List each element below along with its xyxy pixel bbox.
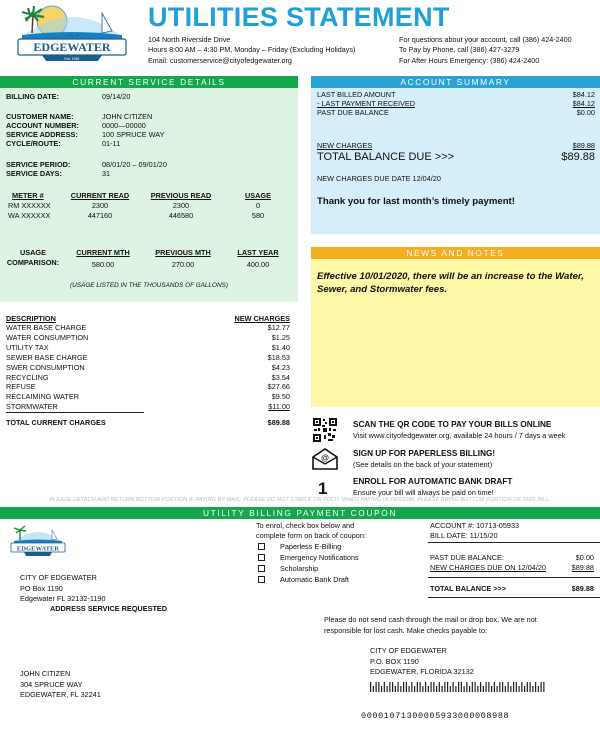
charge-amount: $1.25 [271,332,290,342]
total-balance-due-label: TOTAL BALANCE DUE >>> [317,151,455,163]
past-due-balance: $0.00 [576,108,595,117]
barcode-bar [442,686,443,692]
barcode-bar [414,686,415,692]
billing-date-label: BILLING DATE: [6,92,59,101]
barcode-bar [461,682,462,692]
paperless-text: (See details on the back of your statement) [353,460,493,469]
enrol-instructions: To enrol, check box below and complete form on back of coupon: [256,521,366,540]
barcode-bar [530,682,531,692]
charge-description: WATER CONSUMPTION [6,332,89,342]
customer-mailing-address [20,669,101,701]
charge-amount: $27.66 [267,382,290,392]
sender-line: CITY OF EDGEWATER [20,573,97,582]
bank-draft-icon: 1 [318,479,328,498]
meter-id: RM XXXXXX [8,201,51,210]
barcode-bar [535,682,536,692]
charge-description: SWER CONSUMPTION [6,362,85,372]
barcode-bar [378,682,379,692]
city-address-block [148,35,355,66]
enroll-option-label: Automatic Bank Draft [280,575,349,584]
charge-description: UTILITY TAX [6,342,49,352]
cycle-route: 01-11 [102,139,121,148]
barcode-bar [428,686,429,692]
enroll-checkbox[interactable] [258,554,265,561]
coupon-city-logo [6,522,70,558]
current-month-header: CURRENT MTH [76,248,130,257]
new-charges-header: NEW CHARGES [234,314,290,323]
barcode-bar [466,682,467,692]
service-details-heading: CURRENT SERVICE DETAILS [0,76,298,88]
service-address-label: SERVICE ADDRESS: [6,130,78,139]
barcode-bar [543,682,544,692]
barcode-bar [395,686,396,692]
barcode-bar [505,686,506,692]
barcode-bar [398,682,399,692]
coupon-divider [428,542,600,543]
barcode-bar [450,686,451,692]
barcode-bar [477,686,478,692]
charge-amount: $18.53 [267,352,290,362]
barcode-bar [373,686,374,692]
payment-coupon-heading: UTILITY BILLING PAYMENT COUPON [0,507,600,519]
usage-header: USAGE [245,191,271,200]
coupon-bill-date: BILL DATE: 11/15/20 [430,531,498,540]
city-address: 104 North Riverside Drive [148,35,231,44]
barcode-bar [436,686,437,692]
last-payment-label: - LAST PAYMENT RECEIVED [317,99,415,108]
charge-description: RECLAIMING WATER [6,392,79,402]
new-charges-label: NEW CHARGES [317,141,373,150]
contact-email: Email: customerservice@cityofedgewater.org [148,55,292,65]
charges-divider [6,412,144,413]
customer-line: JOHN CITIZEN [20,669,71,678]
barcode-bar [532,686,533,692]
last-billed-amount: $84.12 [572,90,595,99]
barcode-bar [447,682,448,692]
barcode-bar [497,686,498,692]
barcode-bar [370,682,371,692]
sender-line: Edgewater FL 32132-1190 [20,594,106,604]
coupon-total-divider [428,577,600,578]
barcode-bar [392,682,393,692]
new-charges-due-date: NEW CHARGES DUE DATE 12/04/20 [317,174,441,183]
barcode-bar [439,682,440,692]
barcode-bar [538,686,539,692]
barcode-bar [433,682,434,692]
barcode-bar [389,682,390,692]
qr-text: Visit www.cityofedgewater.org, available 24 hours / 7 days a week [353,431,566,440]
enroll-checkbox[interactable] [258,576,265,583]
last-year-usage: 400.00 [246,260,270,269]
barcode-bar [381,686,382,692]
coupon-total-label: TOTAL BALANCE >>> [430,584,507,593]
new-charges-amount: $89.88 [572,141,595,150]
charge-description: RECYCLING [6,372,49,382]
description-header: DESCRIPTION [6,314,56,323]
enroll-checkbox[interactable] [258,565,265,572]
questions-phone: For questions about your account, call (386) 424-2400 [399,35,572,44]
barcode-bar [508,682,509,692]
detach-instructions: PLEASE DETACH AND RETURN BOTTOM PORTION IF PAYING BY MAIL. PLEASE DO NOT STAPLE OR FOLD. WHEN PAYING IN PERSON, PLEASE BRING BOTTOM PORTION OF THIS BILL. [49,497,551,503]
account-number-label: ACCOUNT NUMBER: [6,121,79,130]
barcode-bar [541,682,542,692]
cash-notice: Please do not send cash through the mail or drop box. We are not responsible for lost cash. Make checks payable to: [324,615,537,635]
service-days-label: SERVICE DAYS: [6,169,62,178]
meter-usage: 580 [251,211,265,220]
address-service-requested: ADDRESS SERVICE REQUESTED [50,604,168,613]
emergency-phone: For After Hours Emergency: (386) 424-2400 [399,55,540,65]
payee-line: P.O. BOX 1190 [370,656,419,666]
city-logo [4,3,140,65]
barcode-bar [480,682,481,692]
barcode-bar [469,686,470,692]
phone-contacts [399,35,572,66]
scan-line: 00001071300005933000008988 [361,711,510,721]
coupon-past-due-label: PAST DUE BALANCE: [430,553,504,562]
barcode-bar [475,682,476,692]
current-month-usage: 580.00 [91,260,115,269]
office-hours: Hours 8:00 AM – 4:30 PM, Monday – Friday (Excluding Holidays) [148,45,356,55]
coupon-past-due: $0.00 [575,553,594,562]
service-days: 31 [102,169,111,178]
barcode-bar [409,686,410,692]
barcode-bar [464,686,465,692]
svg-text:@: @ [321,453,329,463]
barcode-bar [376,682,377,692]
enroll-option-label: Scholarship [280,564,319,573]
charge-description: WATER BASE CHARGE [6,323,87,332]
barcode-bar [431,682,432,692]
previous-read-header: PREVIOUS READ [150,191,212,200]
sender-address [20,573,106,605]
barcode-bar [494,682,495,692]
statement-title: UTILITIES STATEMENT [148,2,450,32]
barcode-bar [411,682,412,692]
customer-line: 304 SPRUCE WAY [20,679,83,689]
barcode-bar [455,686,456,692]
meter-header: METER # [12,191,44,200]
payee-line: CITY OF EDGEWATER [370,646,447,655]
charge-amount: $11.00 [268,402,290,412]
past-due-balance-label: PAST DUE BALANCE [317,108,389,117]
service-address: 100 SPRUCE WAY [102,130,165,139]
charge-amount: $12.77 [267,323,290,332]
bank-draft-title: ENROLL FOR AUTOMATIC BANK DRAFT [353,477,513,486]
barcode-bar [516,682,517,692]
usage-label: USAGE [20,248,46,257]
total-current-charges-label: TOTAL CURRENT CHARGES [6,418,106,427]
pay-phone: To Pay by Phone, call (386) 427-3279 [399,45,520,55]
news-text: Effective 10/01/2020, there will be an increase to the Water, Sewer, and Stormwater fees. [317,271,584,295]
coupon-total: $89.88 [571,584,594,593]
barcode-bar [403,682,404,692]
enroll-checkbox[interactable] [258,543,265,550]
barcode-bar [420,682,421,692]
service-period-label: SERVICE PERIOD: [6,160,71,169]
barcode-bar [510,686,511,692]
bank-draft-text: Ensure your bill will always be paid on time! [353,488,494,497]
customer-name: JOHN CITIZEN [102,112,153,121]
meter-current-read: 447160 [87,211,113,220]
sender-line: PO Box 1190 [20,583,63,593]
logo-city-of: City of [64,34,80,39]
news-heading: NEWS AND NOTES [311,247,600,259]
charge-amount: $4.23 [271,362,290,372]
billing-date: 09/14/20 [102,92,131,101]
charge-amount: $9.50 [271,392,290,402]
customer-name-label: CUSTOMER NAME: [6,112,74,121]
account-summary-panel [311,88,600,234]
thank-you-message: Thank you for last month’s timely payment! [317,196,515,207]
barcode-bar [422,686,423,692]
enroll-option-label: Paperless E-Billing [280,542,342,551]
coupon-new-charges: $89.88 [571,563,594,572]
total-current-charges: $89.88 [267,418,290,427]
meter-current-read: 2300 [91,201,109,210]
barcode-bar [527,682,528,692]
barcode-bar [513,682,514,692]
cycle-route-label: CYCLE/ROUTE: [6,139,61,148]
barcode-bar [519,686,520,692]
meter-previous-read: 2300 [172,201,190,210]
barcode-bar [384,682,385,692]
barcode-bar [400,686,401,692]
barcode-bar [406,682,407,692]
barcode-bar [472,682,473,692]
barcode-bar [483,686,484,692]
charge-description: STORMWATER [6,402,58,412]
barcode-bar [524,686,525,692]
barcode-bar [425,682,426,692]
barcode-bar [521,682,522,692]
barcode-bar [444,682,445,692]
meter-id: WA XXXXXX [8,211,51,220]
barcode-bar [486,682,487,692]
payee-line: EDGEWATER, FLORIDA 32132 [370,667,474,677]
logo-est: Est. 1951 [64,56,80,61]
qr-code-icon[interactable] [313,418,337,442]
envelope-at-icon [312,448,338,470]
qr-title: SCAN THE QR CODE TO PAY YOUR BILLS ONLINE [353,420,552,429]
current-read-header: CURRENT READ [70,191,130,200]
usage-note: (USAGE LISTED IN THE THOUSANDS OF GALLONS) [70,282,228,289]
account-number: 0000—00000 [102,121,146,130]
barcode-bar [488,682,489,692]
barcode-bar [491,686,492,692]
total-balance-due: $89.88 [561,151,595,163]
previous-month-header: PREVIOUS MTH [155,248,211,257]
last-billed-label: LAST BILLED AMOUNT [317,90,396,99]
service-details-panel [0,88,298,302]
coupon-bottom-divider [428,597,600,598]
paperless-title: SIGN UP FOR PAPERLESS BILLING! [353,449,496,458]
charge-amount: $3.54 [271,372,290,382]
previous-month-usage: 270.00 [171,260,195,269]
barcode-bar [458,682,459,692]
charge-amount: $1.40 [271,342,290,352]
postal-barcode [370,682,546,692]
barcode-bar [453,682,454,692]
last-payment-amount: $84.12 [572,99,595,108]
payee-address [370,646,474,678]
barcode-bar [499,682,500,692]
barcode-bar [417,682,418,692]
logo-name: EDGEWATER [33,40,111,54]
coupon-logo-name: EDGEWATER [16,545,60,553]
coupon-account-number: ACCOUNT #: 10713-05933 [430,521,520,530]
service-period: 08/01/20 – 09/01/20 [102,160,167,169]
comparison-label: COMPARISON: [6,258,60,267]
barcode-bar [387,686,388,692]
last-year-header: LAST YEAR [237,248,279,257]
account-summary-heading: ACCOUNT SUMMARY [311,76,600,88]
coupon-new-charges-label: NEW CHARGES DUE ON 12/04/20 [430,563,546,572]
charge-description: SEWER BASE CHARGE [6,352,88,362]
charge-description: REFUSE [6,382,36,392]
enroll-option-label: Emergency Notifications [280,553,359,562]
news-panel [311,259,600,407]
barcode-bar [502,682,503,692]
meter-usage: 0 [255,201,261,210]
meter-previous-read: 446580 [168,211,194,220]
customer-line: EDGEWATER, FL 32241 [20,690,101,700]
